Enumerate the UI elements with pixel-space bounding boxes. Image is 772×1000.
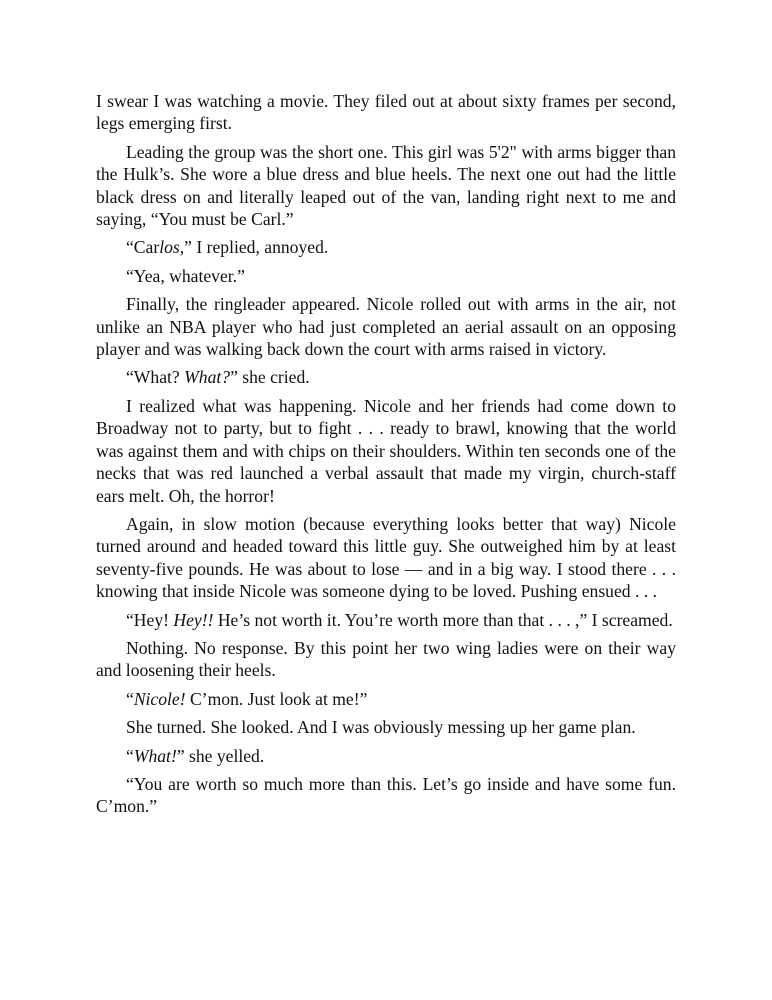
paragraph (96, 637, 676, 682)
paragraph (96, 745, 676, 767)
paragraph (96, 236, 676, 258)
paragraph (96, 395, 676, 507)
text-segment: I realized what was happening. Nicole and her friends had come down to Broadway not to party, but to fight . . . ready to brawl, knowing that the world was against them and with chips on their shoulders. Within ten seconds one of the necks that was red launched a verbal assault that made my virgin, church-staff ears melt. Oh, the horror! (96, 395, 676, 506)
text-segment: She turned. She looked. And I was obviously messing up her game plan. (126, 717, 636, 738)
text-segment: Finally, the ringleader appeared. Nicole rolled out with arms in the air, not unlike an NBA player who had just completed an aerial assault on an opposing player and was walking back down the court with arms raised in victory. (96, 294, 676, 360)
paragraph (96, 366, 676, 388)
text-segment: “What? (126, 367, 185, 388)
italic-segment: What! (133, 745, 177, 766)
paragraph (96, 141, 676, 231)
paragraph (96, 293, 676, 360)
paragraph (96, 773, 676, 818)
text-segment: I swear I was watching a movie. They filed out at about sixty frames per second, legs emerging first. (96, 91, 676, 134)
text-segment: “ (126, 688, 134, 709)
text-segment: Again, in slow motion (because everything looks better that way) Nicole turned around and headed toward this little guy. She outweighed him by at least seventy-five pounds. He was about to lose — and in a big way. I stood there . . . knowing that inside Nicole was someone dying to be loved. Pushing ensued . . . (96, 513, 676, 602)
text-segment: “ (126, 745, 134, 766)
paragraph (96, 716, 676, 738)
italic-segment: Nicole! (133, 688, 186, 709)
paragraph (96, 609, 676, 631)
text-segment: Nothing. No response. By this point her two wing ladies were on their way and loosening their heels. (96, 637, 676, 681)
paragraph (96, 265, 676, 287)
text-segment: He’s not worth it. You’re worth more than that . . . ,” I screamed. (213, 609, 673, 630)
text-segment: ” she yelled. (176, 745, 265, 766)
text-segment: “Car (126, 237, 160, 258)
paragraph (96, 90, 676, 135)
paragraph (96, 688, 676, 710)
text-segment: “You are worth so much more than this. Let’s go inside and have some fun. C’mon.” (96, 773, 676, 817)
text-segment: “Hey! (126, 609, 174, 630)
text-segment: C’mon. Just look at me!” (185, 688, 368, 709)
text-segment: ” she cried. (230, 367, 310, 388)
page-body (96, 90, 676, 824)
italic-segment: Hey!! (173, 609, 214, 630)
text-segment: ,” I replied, annoyed. (179, 237, 329, 258)
paragraph (96, 513, 676, 603)
italic-segment: los (159, 237, 180, 258)
text-segment: “Yea, whatever.” (126, 265, 245, 286)
text-segment: Leading the group was the short one. This girl was 5'2" with arms bigger than the Hulk’s. She wore a blue dress and blue heels. The next one out had the little black dress on and literally leaped out of the van, landing right next to me and saying, “You must be Carl.” (96, 141, 676, 230)
italic-segment: What? (184, 367, 231, 388)
